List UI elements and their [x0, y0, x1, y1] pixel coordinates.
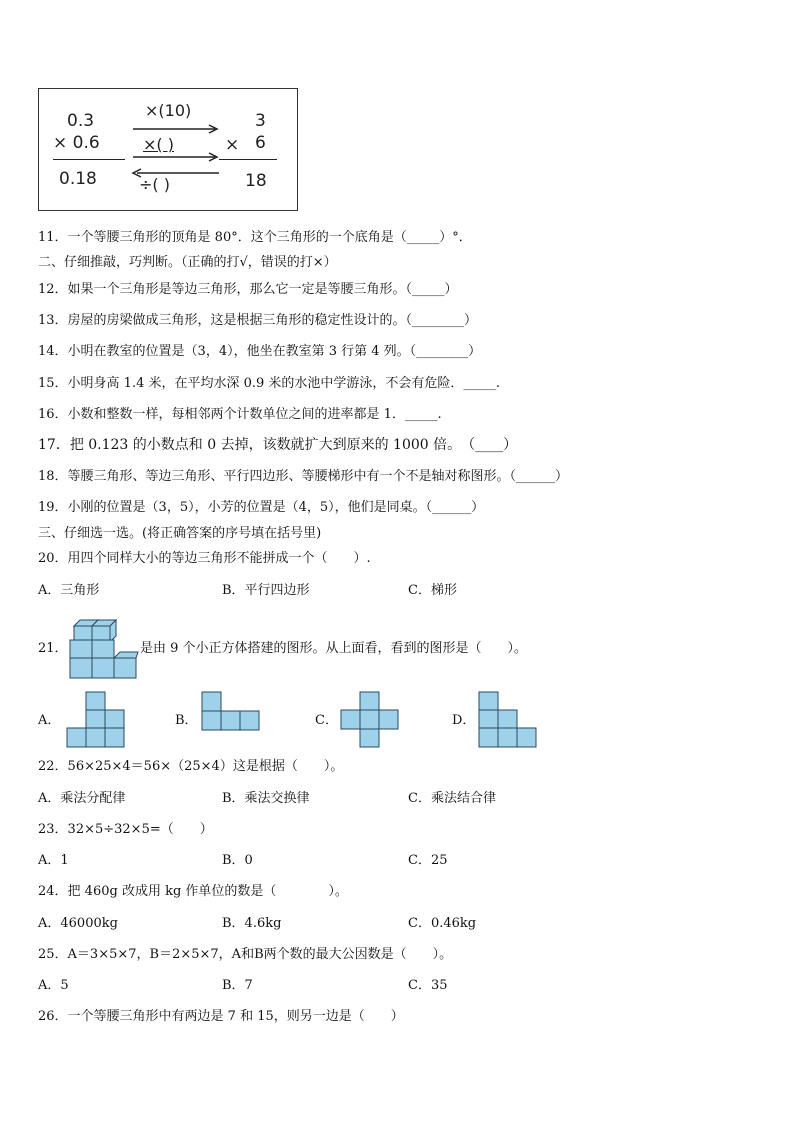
q21-option-c-grid [341, 691, 399, 749]
q21-option-a-grid [67, 691, 125, 749]
question-17: 17．把 0.123 的小数点和 0 去掉，该数就扩大到原来的 1000 倍。 （____） [38, 437, 518, 453]
question-19: 19．小刚的位置是（3，5），小芳的位置是（4，5），他们是同桌。（______） [38, 500, 485, 515]
diagram-left-mid: × 0.6 [53, 133, 100, 153]
diagram-right-mid-sign: × [225, 135, 240, 155]
question-25: 25．A＝3×5×7，B＝2×5×7，A和B两个数的最大公因数是（ ）。 [38, 947, 453, 962]
q21-option-b-label: B． [175, 713, 198, 728]
question-21-text: 是由 9 个小正方体搭建的图形。从上面看，看到的图形是（ ）。 [140, 641, 528, 656]
question-21-number: 21． [38, 641, 68, 656]
q20-option-b: B．平行四边形 [222, 583, 310, 598]
decimal-multiplication-diagram [38, 88, 298, 211]
q21-option-d-grid [479, 691, 537, 749]
question-18: 18．等腰三角形、等边三角形、平行四边形、等腰梯形中有一个不是轴对称图形。（______） [38, 469, 569, 484]
question-20: 20．用四个同样大小的等边三角形不能拼成一个（ ）. [38, 551, 371, 566]
q21-option-b-grid [202, 691, 260, 731]
diagram-left-rule [53, 159, 125, 160]
diagram-right-mid: 6 [255, 133, 266, 153]
diagram-left-top: 0.3 [67, 111, 95, 131]
q25-option-a: A．5 [38, 978, 69, 993]
right-arrow-icon [131, 125, 221, 133]
question-14: 14．小明在教室的位置是（3，4），他坐在教室第 3 行第 4 列。（________） [38, 344, 482, 359]
diagram-left-bottom: 0.18 [59, 169, 97, 189]
q25-option-b: B．7 [222, 978, 253, 993]
cube-stack-figure [66, 614, 138, 682]
q21-option-a-label: A． [38, 713, 61, 728]
question-16: 16．小数和整数一样，每相邻两个计数单位之间的进率都是 1．_____. [38, 407, 442, 422]
q22-option-a: A．乘法分配律 [38, 791, 126, 806]
q20-option-a: A．三角形 [38, 583, 100, 598]
q23-option-a: A．1 [38, 853, 69, 868]
q22-option-c: C．乘法结合律 [408, 791, 496, 806]
q23-option-c: C．25 [408, 853, 448, 868]
q20-option-c: C．梯形 [408, 583, 457, 598]
section-3-heading: 三、仔细选一选。(将正确答案的序号填在括号里) [38, 526, 322, 541]
diagram-right-rule [219, 159, 277, 160]
question-26: 26．一个等腰三角形中有两边是 7 和 15，则另一边是（ ） [38, 1009, 404, 1024]
question-22: 22．56×25×4＝56×（25×4）这是根据（ ）。 [38, 759, 344, 774]
section-2-heading: 二、仔细推敲，巧判断。（正确的打√，错误的打×） [38, 255, 337, 270]
diagram-right-bottom: 18 [245, 171, 267, 191]
q23-option-b: B．0 [222, 853, 253, 868]
q21-option-c-label: C． [315, 713, 338, 728]
q24-option-b: B．4.6kg [222, 916, 282, 931]
question-12: 12．如果一个三角形是等边三角形，那么它一定是等腰三角形。（_____） [38, 282, 458, 297]
q21-option-d-label: D． [452, 713, 476, 728]
question-13: 13．房屋的房梁做成三角形，这是根据三角形的稳定性设计的。（________） [38, 313, 478, 328]
q22-option-b: B．乘法交换律 [222, 791, 310, 806]
diagram-arrow1-label: ×(10) [145, 101, 192, 120]
question-24: 24．把 460g 改成用 kg 作单位的数是（ ）。 [38, 884, 348, 899]
q25-option-c: C．35 [408, 978, 448, 993]
question-23: 23．32×5÷32×5=（ ） [38, 822, 213, 837]
diagram-arrow2-label: ×( ) [143, 135, 174, 154]
question-15: 15．小明身高 1.4 米，在平均水深 0.9 米的水池中学游泳，不会有危险．_____. [38, 376, 501, 391]
q24-option-a: A．46000kg [38, 916, 118, 931]
question-11: 11．一个等腰三角形的顶角是 80°．这个三角形的一个底角是（_____）°． [38, 230, 472, 245]
q24-option-c: C．0.46kg [408, 916, 477, 931]
diagram-arrow3-label: ÷( ) [139, 175, 170, 194]
right-arrow-icon [131, 153, 221, 161]
diagram-right-top: 3 [255, 111, 266, 131]
